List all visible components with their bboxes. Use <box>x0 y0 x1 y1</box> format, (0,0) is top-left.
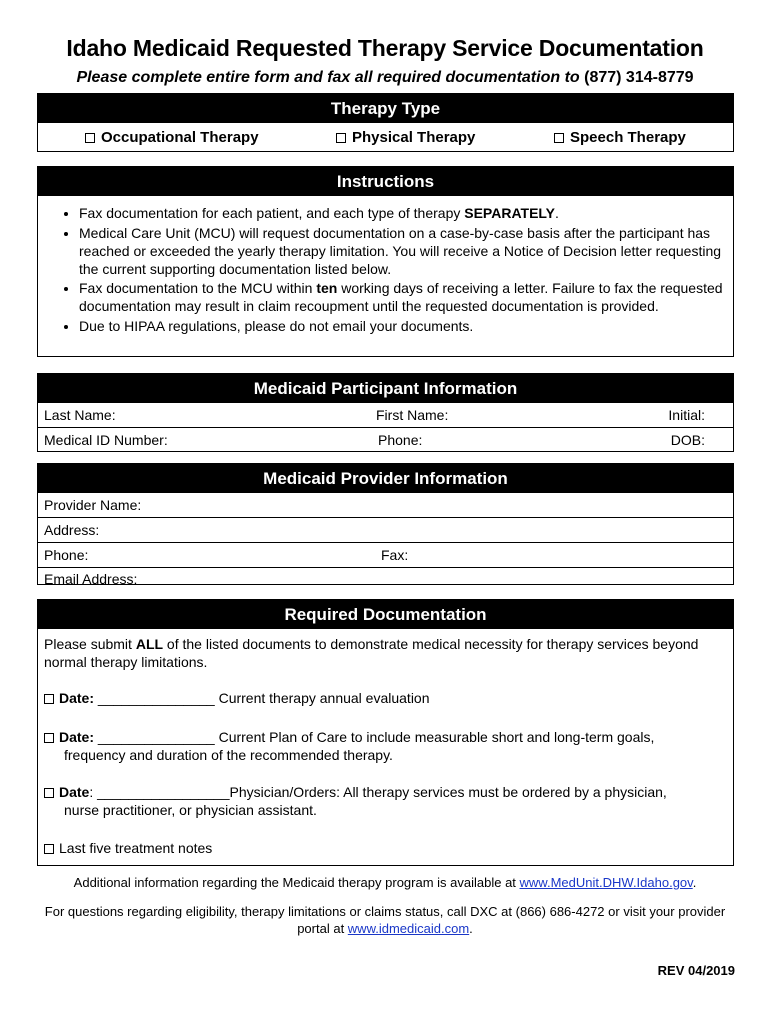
checkbox-icon[interactable] <box>85 133 95 143</box>
therapy-option-speech[interactable] <box>554 129 686 146</box>
footer-text: Additional information regarding the Medicaid therapy program is available at <box>73 875 520 890</box>
checkbox-icon[interactable] <box>336 133 346 143</box>
footer-info <box>0 875 770 890</box>
provider-name-field[interactable]: Provider Name: <box>44 497 142 513</box>
footer-text: For questions regarding eligibility, therapy limitations or claims status, call DXC at (866) 686-4272 or visit your provider portal at <box>44 904 726 936</box>
list-item <box>79 317 733 335</box>
email-field[interactable]: Email Address: <box>44 571 138 587</box>
instructions-section <box>37 166 734 357</box>
therapy-option-physical[interactable] <box>336 129 475 146</box>
provider-row-email <box>38 567 733 590</box>
initial-field[interactable]: Initial: <box>668 407 705 423</box>
instruction-bold: ten <box>316 280 338 296</box>
page-title: Idaho Medicaid Requested Therapy Service Documentation <box>66 35 704 61</box>
participant-row-1 <box>38 403 733 427</box>
checkbox-icon[interactable] <box>44 844 54 854</box>
required-item-continuation: frequency and duration of the recommended therapy. <box>64 747 393 763</box>
instruction-text: . <box>555 205 559 221</box>
idmedicaid-link[interactable]: www.idmedicaid.com <box>347 921 470 936</box>
required-item-continuation: nurse practitioner, or physician assistant. <box>64 802 317 818</box>
required-item-treatment-notes <box>44 839 724 857</box>
provider-fax-field[interactable]: Fax: <box>381 547 409 563</box>
therapy-option-label: Speech Therapy <box>570 129 686 146</box>
participant-heading: Medicaid Participant Information <box>38 374 733 403</box>
provider-phone-field[interactable]: Phone: <box>44 547 89 563</box>
list-item <box>79 204 733 222</box>
participant-section <box>37 373 734 452</box>
required-item-physician-orders <box>44 783 724 819</box>
required-item-text: : _________________Physician/Orders: All therapy services must be ordered by a physician, <box>89 784 667 800</box>
intro-bold: ALL <box>135 636 164 652</box>
date-label: Date: <box>59 690 95 706</box>
provider-row-phone <box>38 542 733 567</box>
instruction-text: Medical Care Unit (MCU) will request documentation on a case-by-case basis after the participant has reached or exceeded the yearly therapy limitation. You will receive a Notice of Decision letter requesting the current supporting documentation listed below. <box>79 224 722 277</box>
instruction-bold: SEPARATELY <box>464 205 556 221</box>
medunit-link[interactable]: www.MedUnit.DHW.Idaho.gov <box>519 875 693 890</box>
intro-text: Please submit <box>44 636 136 652</box>
required-documentation-section <box>37 599 734 866</box>
participant-row-2 <box>38 427 733 452</box>
required-heading: Required Documentation <box>38 600 733 629</box>
revision-label: REV 04/2019 <box>657 963 735 978</box>
footer-contact <box>40 903 730 937</box>
provider-row-name <box>38 493 733 517</box>
instruction-text: Fax documentation to the MCU within <box>79 280 317 296</box>
medical-id-field[interactable]: Medical ID Number: <box>44 432 168 448</box>
required-item-text: Last five treatment notes <box>59 840 213 856</box>
intro-text: of the listed documents to demonstrate medical necessity for therapy services beyond normal therapy limitations. <box>44 636 699 670</box>
provider-row-address <box>38 517 733 542</box>
checkbox-icon[interactable] <box>44 733 54 743</box>
last-name-field[interactable]: Last Name: <box>44 407 116 423</box>
footer-text: . <box>469 921 473 936</box>
instruction-text: Due to HIPAA regulations, please do not email your documents. <box>79 317 474 334</box>
address-field[interactable]: Address: <box>44 522 100 538</box>
therapy-option-label: Occupational Therapy <box>101 129 259 146</box>
therapy-type-heading: Therapy Type <box>38 94 733 123</box>
therapy-option-label: Physical Therapy <box>352 129 476 146</box>
list-item <box>79 279 733 315</box>
first-name-field[interactable]: First Name: <box>376 407 449 423</box>
date-label: Date <box>59 784 90 800</box>
provider-section <box>37 463 734 585</box>
participant-phone-field[interactable]: Phone: <box>378 432 423 448</box>
checkbox-icon[interactable] <box>554 133 564 143</box>
list-item <box>79 224 733 278</box>
provider-heading: Medicaid Provider Information <box>38 464 733 493</box>
subtitle-text: Please complete entire form and fax all required documentation to <box>76 69 580 86</box>
required-item-evaluation <box>44 689 724 707</box>
instruction-text: working days of receiving a letter. Failure to fax the requested documentation may result in claim recoupment until the requested documentation is provided. <box>79 280 723 314</box>
checkbox-icon[interactable] <box>44 694 54 704</box>
instruction-text: Fax documentation for each patient, and each type of therapy <box>79 205 465 221</box>
instructions-list <box>38 204 733 335</box>
checkbox-icon[interactable] <box>44 788 54 798</box>
therapy-type-section <box>37 93 734 152</box>
date-label: Date: <box>59 729 95 745</box>
instructions-heading: Instructions <box>38 167 733 196</box>
required-item-text: _______________ Current therapy annual evaluation <box>94 690 430 706</box>
dob-field[interactable]: DOB: <box>670 432 705 448</box>
footer-text: . <box>692 875 697 890</box>
therapy-option-occupational[interactable] <box>85 129 259 146</box>
fax-number: (877) 314-8779 <box>584 69 694 86</box>
page-subtitle <box>0 69 770 87</box>
required-item-text: _______________ Current Plan of Care to include measurable short and long-term goals, <box>94 729 655 745</box>
required-item-plan-of-care <box>44 728 724 764</box>
required-intro <box>44 635 723 671</box>
